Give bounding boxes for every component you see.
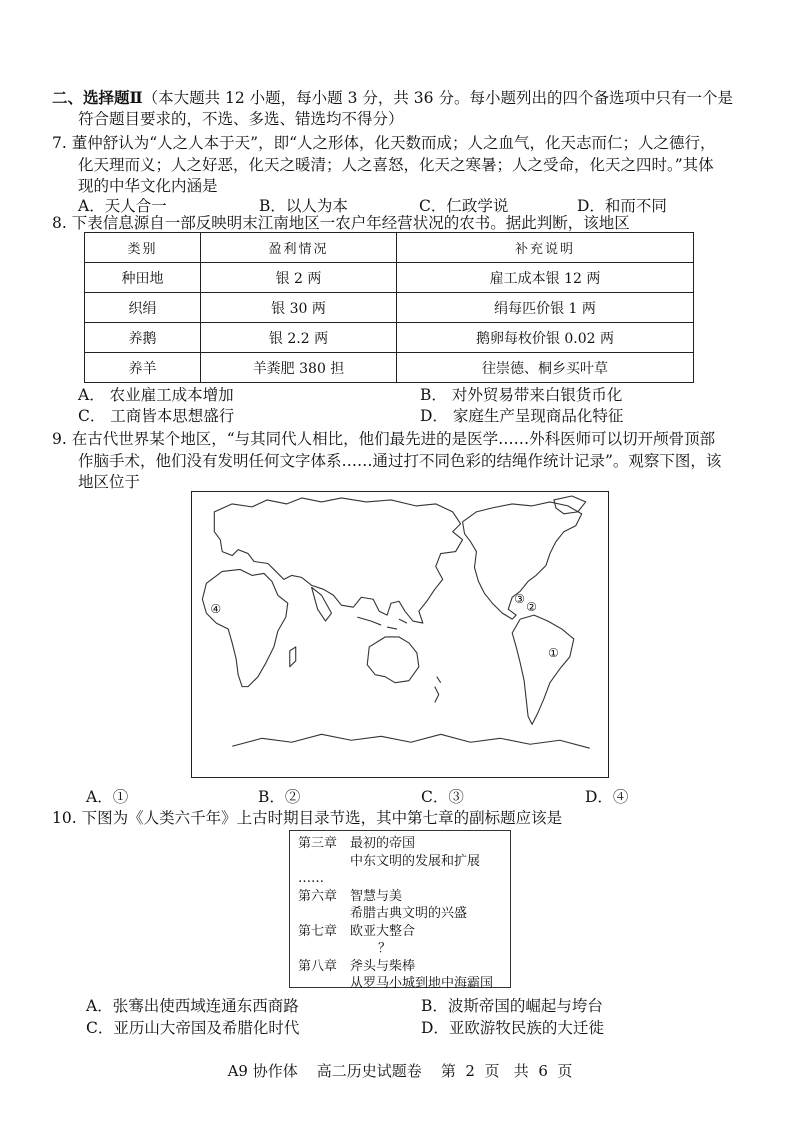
toc-chapter-subtitle: ？ — [378, 941, 392, 956]
q7-option-d[interactable]: D．和而不同 — [577, 197, 667, 215]
q8-option-d[interactable]: D． 家庭生产呈现商品化特征 — [420, 407, 624, 425]
toc-chapter-6 — [298, 888, 502, 906]
q9-option-b[interactable]: B．② — [258, 788, 301, 806]
table-header: 类别 — [85, 233, 201, 263]
map-mark-1: ① — [547, 645, 559, 660]
toc-excerpt — [289, 830, 511, 991]
table-cell: 种田地 — [85, 263, 201, 293]
q7-option-c[interactable]: C．仁政学说 — [419, 197, 509, 215]
section-intro-1: （本大题共 12 小题，每小题 3 分，共 36 分。每小题列出的四个备选项中只有一个是 — [142, 89, 733, 107]
greenland-outline — [554, 496, 586, 514]
south-america-outline — [512, 615, 574, 724]
q8-table — [84, 232, 694, 383]
page-footer: A9 协作体 高二历史试题卷 第 2 页 共 6 页 — [227, 1062, 573, 1080]
q9-text-3: 地区位于 — [78, 473, 141, 491]
q8-option-c[interactable]: C． 工商皆本思想盛行 — [78, 407, 235, 425]
table-row — [85, 323, 694, 353]
section-intro-2: 符合题目要求的，不选、多选、错选均不得分） — [78, 110, 404, 128]
table-cell: 织绢 — [85, 293, 201, 323]
toc-chapter-label: 第八章 — [298, 958, 338, 974]
toc-chapter-label: 第三章 — [298, 836, 338, 851]
q10-option-d[interactable]: D．亚欧游牧民族的大迁徙 — [421, 1019, 604, 1037]
q8-option-a[interactable]: A． 农业雇工成本增加 — [78, 386, 234, 404]
q10-option-a[interactable]: A．张骞出使西域连通东西商路 — [86, 997, 299, 1015]
world-map — [191, 491, 609, 778]
map-mark-3: ③ — [514, 592, 525, 607]
toc-chapter-title: 斧头与柴棒 — [350, 958, 416, 974]
toc-chapter-subtitle: 中东文明的发展和扩展 — [350, 853, 481, 869]
toc-chapter-7 — [298, 923, 502, 941]
table-header: 补充说明 — [397, 233, 694, 263]
table-cell: 雇工成本银 12 两 — [397, 263, 694, 293]
eurasia-outline — [214, 498, 462, 623]
map-mark-4: ④ — [210, 602, 222, 617]
table-cell: 鹅卵每枚价银 0.02 两 — [397, 323, 694, 353]
antarctica-outline — [232, 734, 589, 748]
toc-chapter-title: 智慧与美 — [350, 888, 403, 904]
q10-text-1: 10. 下图为《人类六千年》上古时期目录节选，其中第七章的副标题应该是 — [52, 809, 563, 827]
table-header: 盈利情况 — [201, 233, 397, 263]
new-zealand-outline — [435, 677, 441, 703]
table-row — [85, 353, 694, 383]
q8-text-1: 8. 下表信息源自一部反映明末江南地区一农户年经营状况的农书。据此判断，该地区 — [52, 214, 630, 232]
table-row — [85, 263, 694, 293]
q7-option-a[interactable]: A．天人合一 — [78, 197, 167, 215]
world-map-drawing — [192, 492, 608, 777]
q10-option-b[interactable]: B．波斯帝国的崛起与垮台 — [421, 997, 603, 1015]
toc-chapter-label: 第六章 — [298, 888, 338, 904]
q7-text-2: 化天理而义；人之好恶，化天之暖清；人之喜怒，化天之寒暑；人之受命，化天之四时。”其体 — [78, 156, 714, 174]
q7-text-1: 7. 董仲舒认为“人之人本于天”，即“人之形体，化天数而成；人之血气，化天志而仁；人之德行， — [52, 134, 716, 152]
table-cell: 银 2 两 — [201, 263, 397, 293]
toc-chapter-title: 欧亚大整合 — [350, 923, 416, 939]
table-cell: 养鹅 — [85, 323, 201, 353]
section-header — [52, 88, 733, 108]
toc-chapter-3 — [298, 835, 502, 853]
q9-option-c[interactable]: C．③ — [421, 788, 464, 806]
toc-chapter-subtitle: 希腊古典文明的兴盛 — [350, 906, 468, 921]
q9-text-2: 作脑手术，他们没有发明任何文字体系……通过打不同色彩的结绳作统计记录”。观察下图，该 — [78, 452, 722, 470]
table-cell: 绢每匹价银 1 两 — [397, 293, 694, 323]
table-cell: 养羊 — [85, 353, 201, 383]
map-mark-2: ② — [526, 600, 537, 615]
madagascar-outline — [290, 647, 296, 667]
q9-option-a[interactable]: A．① — [86, 788, 129, 806]
table-cell: 银 2.2 两 — [201, 323, 397, 353]
toc-chapter-label: 第七章 — [298, 923, 338, 939]
q10-option-c[interactable]: C．亚历山大帝国及希腊化时代 — [86, 1019, 300, 1037]
table-row — [85, 293, 694, 323]
table-cell: 银 30 两 — [201, 293, 397, 323]
toc-chapter-subtitle: 从罗马小城到地中海霸国 — [350, 976, 494, 991]
toc-ellipsis: …… — [298, 871, 324, 886]
sea-islands — [357, 617, 407, 629]
toc-chapter-8 — [298, 958, 502, 976]
table-cell: 往崇德、桐乡买叶草 — [397, 353, 694, 383]
q9-text-1: 9. 在古代世界某个地区，“与其同代人相比，他们最先进的是医学……外科医师可以切开颅骨顶部 — [52, 430, 716, 448]
australia-outline — [367, 637, 419, 683]
table-header-row — [85, 233, 694, 263]
q7-option-b[interactable]: B．以人为本 — [259, 197, 348, 215]
section-title: 二、选择题Ⅱ — [52, 88, 143, 107]
q8-option-b[interactable]: B． 对外贸易带来白银货币化 — [420, 386, 623, 404]
q9-option-d[interactable]: D．④ — [585, 788, 629, 806]
africa-outline — [202, 569, 287, 686]
q7-text-3: 现的中华文化内涵是 — [78, 177, 218, 195]
table-cell: 羊粪肥 380 担 — [201, 353, 397, 383]
toc-chapter-title: 最初的帝国 — [350, 836, 416, 851]
